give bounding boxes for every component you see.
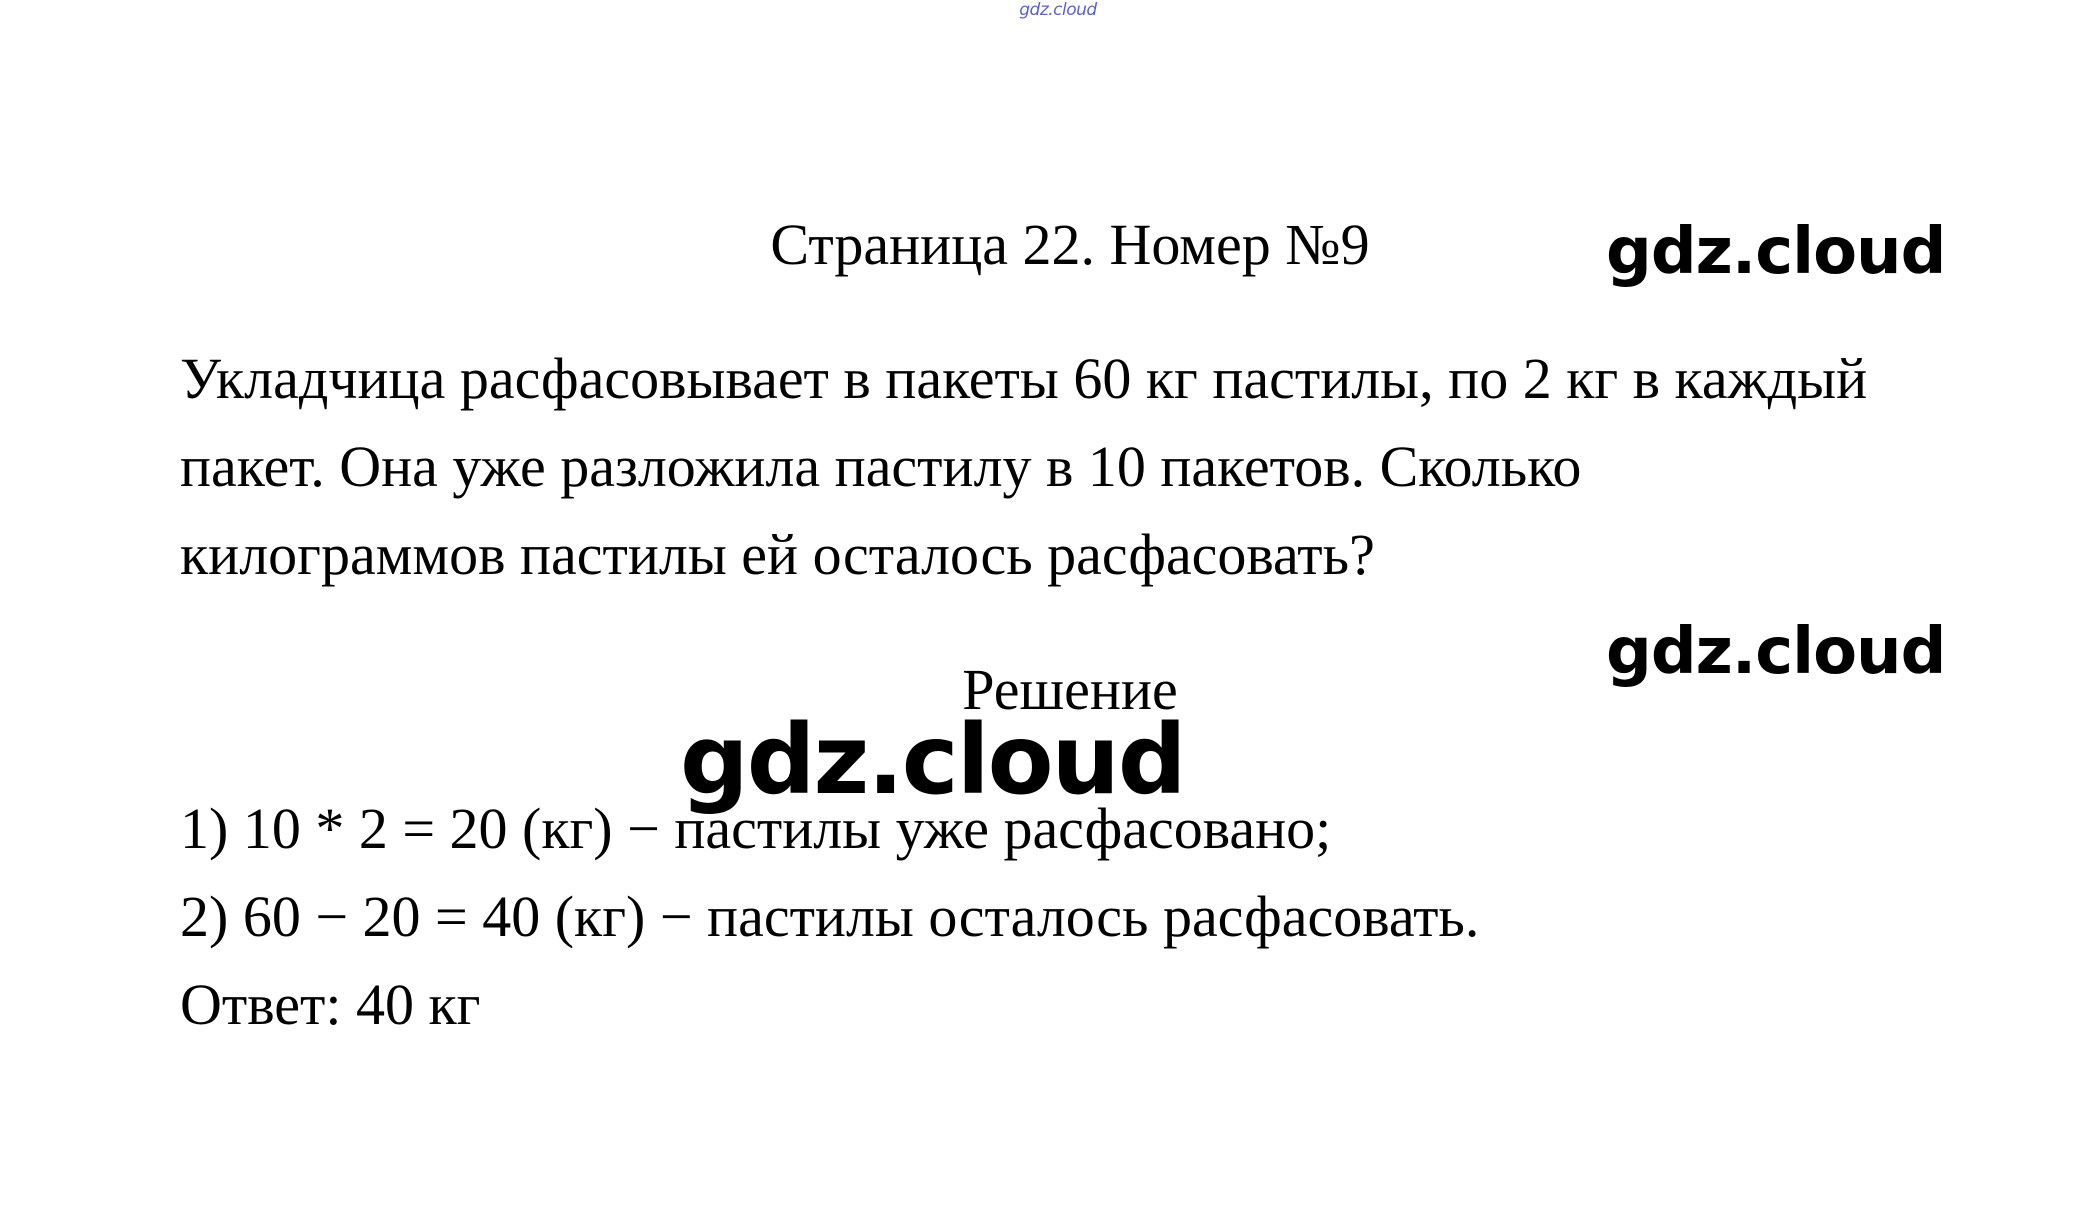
problem-statement xyxy=(180,335,1940,599)
brand-watermark: gdz.cloud xyxy=(1606,615,1946,689)
brand-watermark: gdz.cloud xyxy=(1606,215,1946,289)
problem-line: Укладчица расфасовывает в пакеты 60 кг пастилы, по 2 кг в каждый xyxy=(180,346,1868,411)
page-title: Страница 22. Номер №9 xyxy=(770,212,1370,277)
solution-steps xyxy=(180,785,1940,1049)
answer-line: Ответ: 40 кг xyxy=(180,972,481,1037)
solution-heading: Решение xyxy=(962,657,1178,722)
top-watermark: gdz.cloud xyxy=(1019,0,1097,20)
solution-step: 2) 60 − 20 = 40 (кг) − пастилы осталось расфасовать. xyxy=(180,884,1480,949)
problem-line: пакет. Она уже разложила пастилу в 10 пакетов. Сколько xyxy=(180,434,1582,499)
brand-watermark-large: gdz.cloud xyxy=(680,704,1185,816)
problem-line: килограммов пастилы ей осталось расфасовать? xyxy=(180,522,1375,587)
solution-step: 1) 10 * 2 = 20 (кг) − пастилы уже расфасовано; xyxy=(180,796,1332,861)
